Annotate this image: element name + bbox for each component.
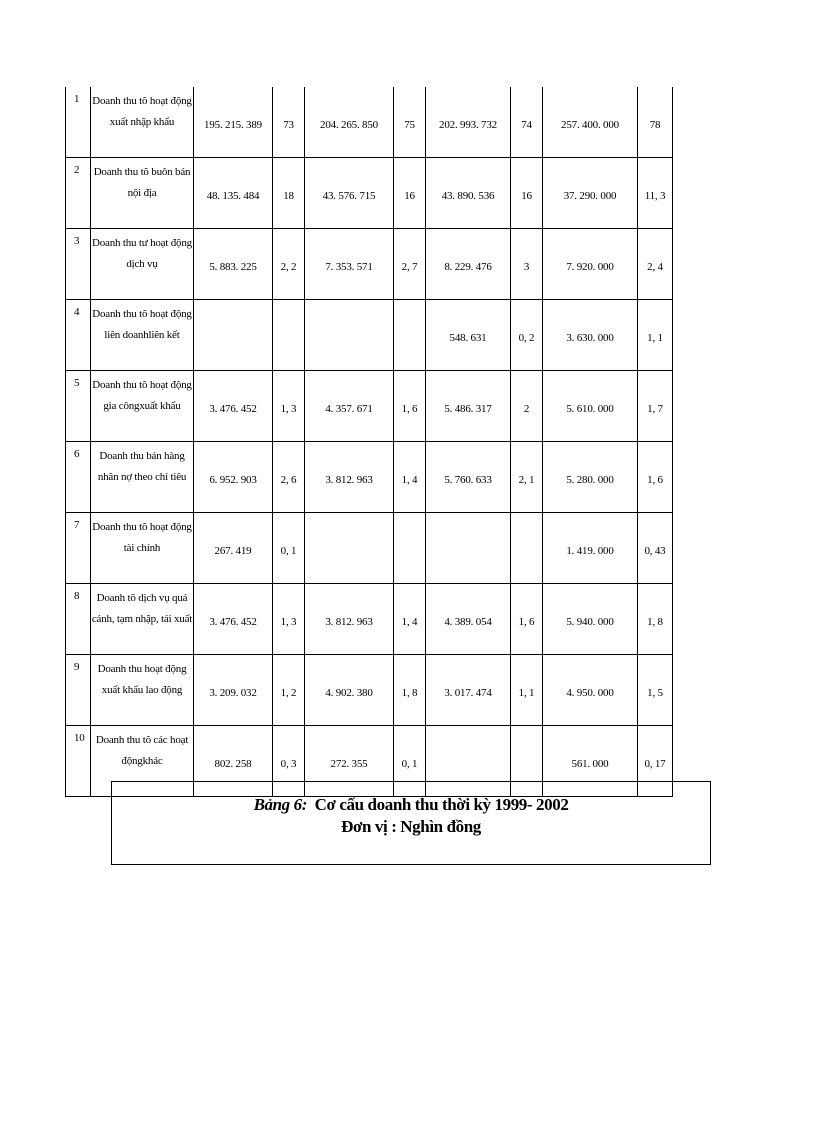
value-2002: 561. 000 [543,726,638,797]
row-label-line: xuất nhập khẩu [109,116,175,128]
value-1999: 3. 476. 452 [194,371,273,442]
value-2000: 272. 355 [305,726,394,797]
value-1999: 6. 952. 903 [194,442,273,513]
value-1999: 48. 135. 484 [194,158,273,229]
row-number: 1 [66,87,91,158]
table-row [66,300,673,371]
row-label-line: dịch vụ [126,258,158,270]
percent-2001: 16 [511,158,543,229]
value-2000: 4. 902. 380 [305,655,394,726]
percent-1999: 18 [273,158,305,229]
value-1999: 802. 258 [194,726,273,797]
percent-2001: 0, 2 [511,300,543,371]
row-label-line: tài chính [123,542,161,554]
value-1999: 267. 419 [194,513,273,584]
caption-title: Cơ cấu doanh thu thời kỳ 1999- 2002 [314,795,569,814]
percent-1999: 2, 6 [273,442,305,513]
value-1999: 195. 215. 389 [194,87,273,158]
row-number: 5 [66,371,91,442]
value-2001 [426,513,511,584]
value-2001: 5. 760. 633 [426,442,511,513]
table-row [66,513,673,584]
percent-2002: 1, 6 [638,442,673,513]
value-1999: 5. 883. 225 [194,229,273,300]
value-2001: 4. 389. 054 [426,584,511,655]
row-label [91,371,194,442]
value-2001: 5. 486. 317 [426,371,511,442]
value-2001: 202. 993. 732 [426,87,511,158]
row-label [91,655,194,726]
value-1999: 3. 476. 452 [194,584,273,655]
value-2001: 548. 631 [426,300,511,371]
value-2000 [305,300,394,371]
value-2001: 43. 890. 536 [426,158,511,229]
percent-2001: 3 [511,229,543,300]
table-row [66,229,673,300]
value-2000: 3. 812. 963 [305,584,394,655]
row-label-line: Doanh thu tõ hoạt động [92,379,192,391]
row-number: 6 [66,442,91,513]
revenue-structure-table [65,87,673,797]
row-number: 2 [66,158,91,229]
row-label-line: liên doanhliên kết [104,329,180,341]
row-label-line: độngkhác [121,755,163,767]
value-2000 [305,513,394,584]
row-label-line: Doanh thu hoạt động [97,663,187,675]
row-label-line: nhân nợ theo chỉ tiêu [97,471,187,483]
percent-2000: 75 [394,87,426,158]
row-number: 7 [66,513,91,584]
caption-prefix: Bảng 6: [253,795,307,814]
percent-1999: 73 [273,87,305,158]
caption-title-line [112,794,710,816]
row-label-line: Doanh thu tõ các hoạt [95,734,189,746]
value-2002: 37. 290. 000 [543,158,638,229]
value-2002: 257. 400. 000 [543,87,638,158]
percent-1999: 2, 2 [273,229,305,300]
percent-2001: 1, 6 [511,584,543,655]
percent-2002: 1, 1 [638,300,673,371]
caption-unit: Đơn vị : Nghìn đồng [341,817,481,836]
percent-2001: 1, 1 [511,655,543,726]
percent-2001: 2 [511,371,543,442]
value-2002: 1. 419. 000 [543,513,638,584]
percent-2001: 2, 1 [511,442,543,513]
row-label-line: Doanh thu bán hàng [99,450,185,462]
value-2001: 3. 017. 474 [426,655,511,726]
row-number: 9 [66,655,91,726]
value-2002: 4. 950. 000 [543,655,638,726]
row-label-line: xuất khẩu lao động [101,684,183,696]
percent-1999: 0, 3 [273,726,305,797]
value-2000: 43. 576. 715 [305,158,394,229]
value-2002: 5. 610. 000 [543,371,638,442]
row-label [91,158,194,229]
value-1999 [194,300,273,371]
row-label-line: Doanh tõ dịch vụ quá [96,592,188,604]
percent-1999: 1, 3 [273,371,305,442]
percent-2001 [511,513,543,584]
table-row [66,158,673,229]
percent-2000 [394,513,426,584]
percent-1999: 1, 3 [273,584,305,655]
value-2002: 3. 630. 000 [543,300,638,371]
value-2000: 204. 265. 850 [305,87,394,158]
table-row [66,442,673,513]
value-2000: 7. 353. 571 [305,229,394,300]
row-number: 8 [66,584,91,655]
percent-2002: 0, 17 [638,726,673,797]
percent-2002: 1, 7 [638,371,673,442]
percent-2002: 11, 3 [638,158,673,229]
percent-2002: 2, 4 [638,229,673,300]
row-number: 10 [66,726,91,797]
percent-2002: 1, 5 [638,655,673,726]
percent-2000 [394,300,426,371]
value-2001: 8. 229. 476 [426,229,511,300]
row-label-line: Doanh thu tõ buôn bán [93,166,191,178]
row-number: 3 [66,229,91,300]
row-label-line: Doanh thu tõ hoạt động [92,521,192,533]
row-label [91,513,194,584]
row-label-line: cảnh, tạm nhập, tái xuất [91,613,193,625]
percent-2000: 1, 4 [394,584,426,655]
percent-1999: 0, 1 [273,513,305,584]
percent-2000: 16 [394,158,426,229]
row-label-line: Doanh thu tõ hoạt động [92,95,192,107]
percent-2000: 1, 8 [394,655,426,726]
percent-2002: 78 [638,87,673,158]
percent-2002: 1, 8 [638,584,673,655]
percent-1999 [273,300,305,371]
row-label [91,300,194,371]
table-row [66,371,673,442]
value-2000: 4. 357. 671 [305,371,394,442]
row-number: 4 [66,300,91,371]
row-label-line: Doanh thu tư hoạt động [92,237,192,249]
value-2000: 3. 812. 963 [305,442,394,513]
row-label [91,229,194,300]
percent-2000: 1, 6 [394,371,426,442]
value-2002: 7. 920. 000 [543,229,638,300]
table-caption [111,781,711,865]
row-label-line: nội địa [127,187,157,199]
value-1999: 3. 209. 032 [194,655,273,726]
value-2002: 5. 940. 000 [543,584,638,655]
row-label [91,87,194,158]
percent-1999: 1, 2 [273,655,305,726]
table-row [66,584,673,655]
row-label-line: gia côngxuất khẩu [103,400,181,412]
percent-2000: 1, 4 [394,442,426,513]
percent-2000: 0, 1 [394,726,426,797]
percent-2001: 74 [511,87,543,158]
table-row [66,87,673,158]
row-label [91,442,194,513]
row-label-line: Doanh thu tõ hoạt động [92,308,192,320]
table-row [66,655,673,726]
value-2002: 5. 280. 000 [543,442,638,513]
percent-2002: 0, 43 [638,513,673,584]
row-label [91,584,194,655]
percent-2000: 2, 7 [394,229,426,300]
